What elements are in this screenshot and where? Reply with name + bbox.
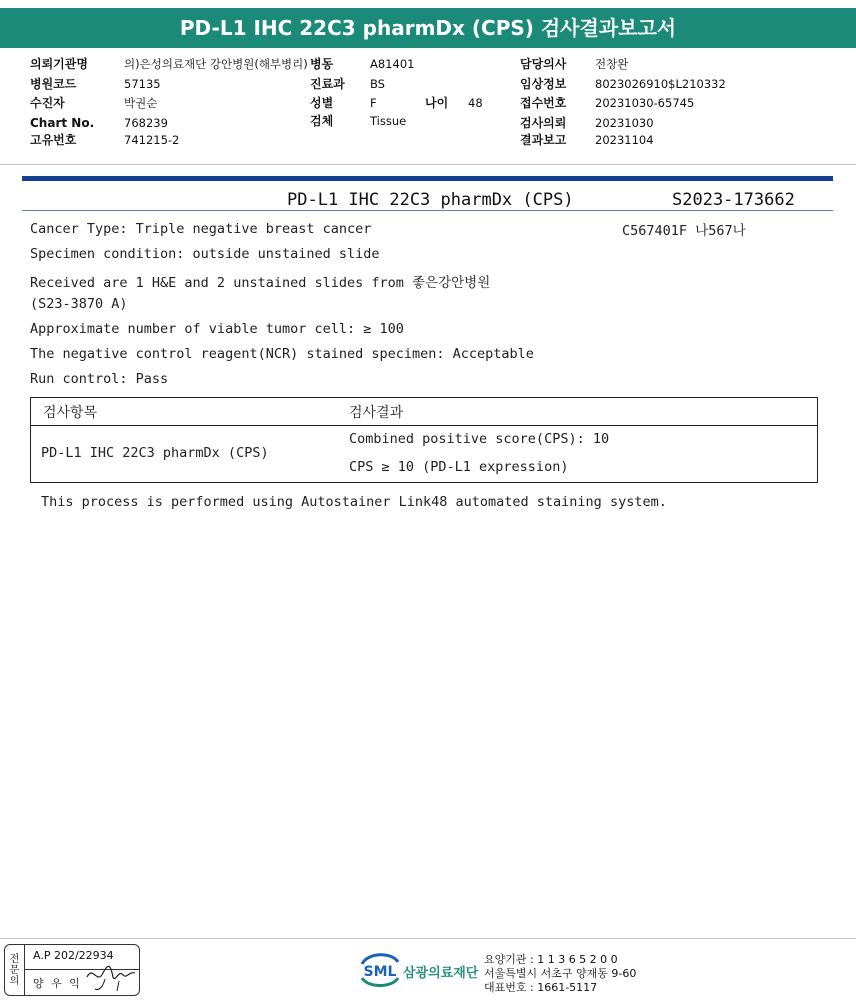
value-patient: 박권순 — [124, 96, 158, 110]
value-specimen: Tissue — [370, 114, 407, 128]
finding-line: Cancer Type: Triple negative breast cancer — [30, 221, 372, 237]
label-physician: 담당의사 — [520, 57, 567, 71]
finding-line: Approximate number of viable tumor cell: ≥ 100 — [30, 321, 404, 337]
test-name-heading: PD-L1 IHC 22C3 pharmDx (CPS) — [287, 190, 574, 210]
table-header-divider — [31, 425, 817, 426]
table-cell-result-interpretation: CPS ≥ 10 (PD-L1 expression) — [349, 459, 569, 475]
specialist-side-label: 전 문 의 — [5, 945, 25, 995]
pathologist-name: 양 우 익 — [33, 977, 82, 990]
value-clinical-info: 8023026910$L210332 — [595, 77, 726, 91]
value-unique-no: 741215-2 — [124, 133, 180, 147]
lab-name: 삼광의료재단 — [403, 966, 479, 981]
value-hospital-code: 57135 — [124, 77, 161, 91]
value-chart-no: 768239 — [124, 116, 168, 130]
lab-phone: 대표번호 : 1661-5117 — [484, 981, 598, 994]
value-sex: F — [370, 96, 377, 110]
label-receipt-no: 접수번호 — [520, 96, 567, 110]
table-header-item: 검사항목 — [43, 405, 98, 421]
table-cell-item: PD-L1 IHC 22C3 pharmDx (CPS) — [41, 445, 269, 461]
value-request-date: 20231030 — [595, 116, 654, 130]
block-code: C567401F 나567나 — [622, 223, 746, 239]
value-physician: 전창완 — [595, 57, 629, 71]
footer-divider — [0, 938, 856, 939]
lab-address: 서울특별시 서초구 양재동 9-60 — [484, 967, 637, 980]
value-report-date: 20231104 — [595, 133, 654, 147]
finding-line: Received are 1 H&E and 2 unstained slides from 좋은강안병원 — [30, 275, 491, 291]
label-chart-no: Chart No. — [30, 116, 95, 130]
result-table — [30, 397, 818, 483]
finding-line: (S23-3870 A) — [30, 296, 128, 312]
label-sex: 성별 — [310, 96, 334, 110]
label-specimen: 검체 — [310, 114, 334, 128]
table-cell-result-score: Combined positive score(CPS): 10 — [349, 431, 610, 447]
label-age: 나이 — [425, 96, 449, 110]
value-age: 48 — [468, 96, 483, 110]
value-receipt-no: 20231030-65745 — [595, 96, 695, 110]
report-top-rule — [22, 176, 833, 181]
svg-text:SML: SML — [363, 964, 397, 980]
value-department: BS — [370, 77, 385, 91]
label-unique-no: 고유번호 — [30, 133, 77, 147]
label-request-date: 검사의뢰 — [520, 116, 567, 130]
pathologist-signature-box — [4, 944, 140, 996]
label-report-date: 결과보고 — [520, 133, 567, 147]
pathologist-license: A.P 202/22934 — [33, 949, 114, 962]
label-requesting-institution: 의뢰기관명 — [30, 57, 88, 71]
finding-line: The negative control reagent(NCR) stained specimen: Acceptable — [30, 346, 534, 362]
handwritten-signature — [83, 959, 139, 993]
specimen-number: S2023-173662 — [672, 190, 795, 210]
lab-logo-icon — [358, 950, 402, 990]
header-divider — [0, 164, 856, 165]
report-title-rule — [22, 210, 833, 211]
label-department: 진료과 — [310, 77, 345, 91]
label-patient: 수진자 — [30, 96, 65, 110]
finding-line: Run control: Pass — [30, 371, 169, 387]
table-header-result: 검사결과 — [349, 405, 404, 421]
report-title: PD-L1 IHC 22C3 pharmDx (CPS) 검사결과보고서 — [0, 8, 856, 48]
value-ward: A81401 — [370, 57, 415, 71]
process-note: This process is performed using Autostainer Link48 automated staining system. — [41, 494, 667, 510]
label-ward: 병동 — [310, 57, 334, 71]
institution-code: 요양기관 : 1 1 3 6 5 2 0 0 — [484, 953, 618, 966]
label-hospital-code: 병원코드 — [30, 77, 77, 91]
value-requesting-institution: 의)은성의료재단 강안병원(해부병리) — [124, 57, 308, 71]
label-clinical-info: 임상정보 — [520, 77, 567, 91]
finding-line: Specimen condition: outside unstained slide — [30, 246, 380, 262]
